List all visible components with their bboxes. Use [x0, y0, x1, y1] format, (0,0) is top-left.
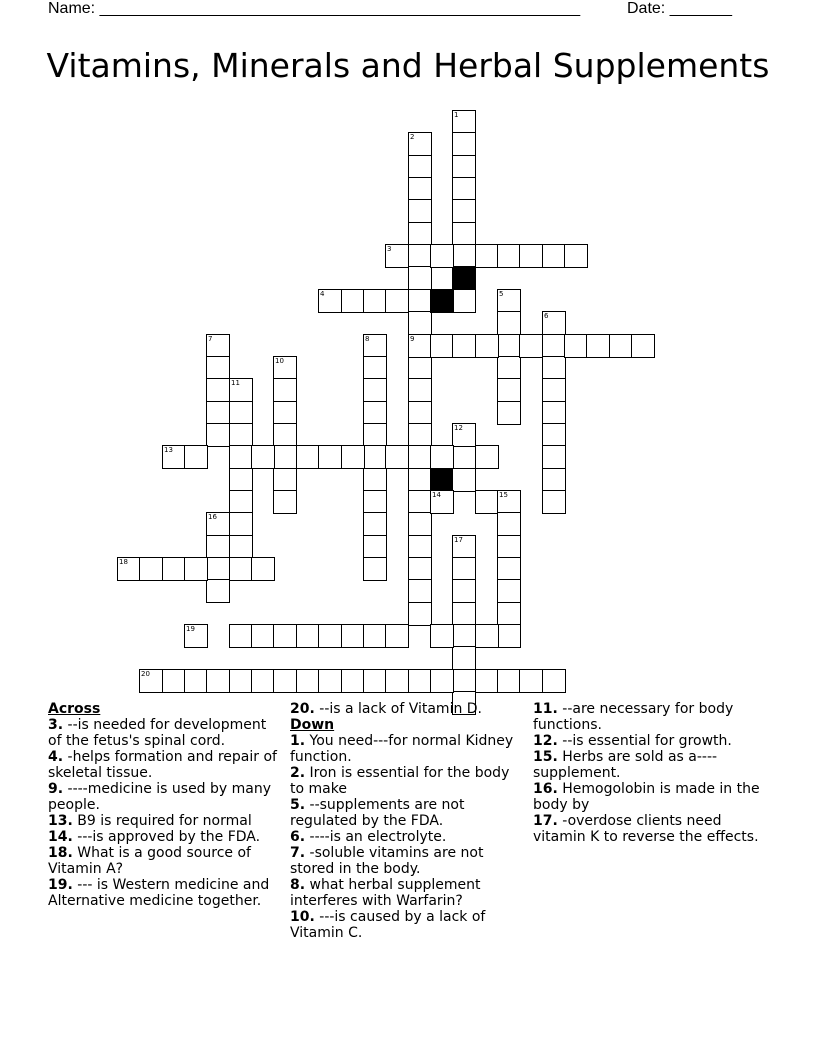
clue-number: 20 [141, 670, 150, 678]
grid-cell[interactable] [363, 557, 387, 581]
grid-cell[interactable] [139, 669, 163, 693]
clue-item [533, 701, 773, 733]
grid-cell[interactable] [408, 199, 432, 223]
grid-cell[interactable] [273, 401, 297, 425]
grid-cell[interactable] [542, 401, 566, 425]
clue-number: 7 [208, 335, 213, 343]
grid-cell[interactable] [497, 557, 521, 581]
clue-item [533, 813, 773, 845]
grid-cell[interactable] [408, 132, 432, 156]
grid-cell[interactable] [184, 557, 208, 581]
name-field-label: Name: ______________________________________________________ [48, 0, 581, 17]
down-clue-list [290, 733, 522, 941]
grid-cell[interactable] [341, 289, 365, 313]
clue-number: 14 [432, 491, 441, 499]
clue-text: ---is approved by the FDA. [72, 829, 261, 845]
grid-cell[interactable] [519, 244, 543, 268]
grid-cell[interactable] [385, 624, 409, 648]
clue-text: ----medicine is used by many people. [48, 781, 272, 813]
grid-cell[interactable] [408, 155, 432, 179]
clue-item [48, 781, 280, 813]
grid-cell[interactable] [341, 669, 365, 693]
black-cell [430, 468, 454, 492]
grid-cell[interactable] [206, 669, 230, 693]
clue-text: -helps formation and repair of skeletal tissue. [48, 749, 277, 781]
clue-text: -overdose clients need vitamin K to reverse the effects. [533, 813, 759, 845]
grid-cell[interactable] [206, 356, 230, 380]
clue-number: 3 [387, 245, 392, 253]
grid-cell[interactable] [452, 646, 476, 670]
grid-cell[interactable] [273, 468, 297, 492]
grid-cell[interactable] [542, 356, 566, 380]
clue-number: 15. [533, 749, 558, 765]
grid-cell[interactable] [363, 401, 387, 425]
clue-text: --is essential for growth. [557, 733, 732, 749]
grid-cell[interactable] [408, 244, 432, 268]
grid-cell[interactable] [519, 334, 543, 358]
grid-cell[interactable] [452, 132, 476, 156]
grid-cell[interactable] [229, 535, 253, 559]
grid-cell[interactable] [162, 669, 186, 693]
clue-item [290, 845, 522, 877]
grid-cell[interactable] [430, 244, 454, 268]
down-clue-list-continued [533, 701, 773, 845]
grid-cell[interactable] [229, 669, 253, 693]
clue-text: What is a good source of Vitamin A? [48, 845, 251, 877]
clue-number: 11 [231, 379, 240, 387]
date-field-label: Date: _______ [627, 0, 732, 17]
grid-cell[interactable] [273, 624, 297, 648]
grid-cell[interactable] [430, 669, 454, 693]
clue-text: Herbs are sold as a----supplement. [533, 749, 718, 781]
black-cell [430, 289, 454, 313]
grid-cell[interactable] [497, 289, 521, 313]
clue-column-3 [533, 701, 773, 845]
clue-number: 18 [119, 558, 128, 566]
grid-cell[interactable] [452, 289, 476, 313]
grid-cell[interactable] [452, 669, 476, 693]
clue-number: 4. [48, 749, 64, 765]
clue-text: --- is Western medicine and Alternative medicine together. [48, 877, 270, 909]
clue-number: 20. [290, 701, 315, 717]
clue-item [48, 845, 280, 877]
grid-cell[interactable] [184, 669, 208, 693]
clue-text: B9 is required for normal [72, 813, 252, 829]
page-title: Vitamins, Minerals and Herbal Supplements [46, 46, 770, 85]
clue-number: 18. [48, 845, 73, 861]
clue-number: 13. [48, 813, 73, 829]
grid-cell[interactable] [184, 624, 208, 648]
clue-number: 10 [275, 357, 284, 365]
grid-cell[interactable] [162, 445, 186, 469]
grid-cell[interactable] [363, 445, 387, 469]
grid-cell[interactable] [452, 602, 476, 626]
clue-item [290, 733, 522, 765]
clue-item [533, 749, 773, 781]
grid-cell[interactable] [251, 669, 275, 693]
grid-cell[interactable] [408, 512, 432, 536]
grid-cell[interactable] [229, 401, 253, 425]
clue-number: 1. [290, 733, 306, 749]
grid-cell[interactable] [408, 602, 432, 626]
clue-column-2 [290, 701, 522, 941]
grid-cell[interactable] [363, 356, 387, 380]
grid-cell[interactable] [452, 423, 476, 447]
clue-number: 14. [48, 829, 73, 845]
grid-cell[interactable] [542, 311, 566, 335]
grid-cell[interactable] [385, 289, 409, 313]
grid-cell[interactable] [206, 512, 230, 536]
grid-cell[interactable] [542, 423, 566, 447]
grid-cell[interactable] [408, 289, 432, 313]
grid-cell[interactable] [497, 356, 521, 380]
grid-cell[interactable] [408, 579, 432, 603]
grid-cell[interactable] [251, 624, 275, 648]
clue-number: 16. [533, 781, 558, 797]
grid-cell[interactable] [139, 557, 163, 581]
clue-number: 9. [48, 781, 64, 797]
clue-text: You need---for normal Kidney function. [290, 733, 514, 765]
grid-cell[interactable] [318, 289, 342, 313]
grid-cell[interactable] [385, 445, 409, 469]
clue-item [290, 877, 522, 909]
clue-number: 8. [290, 877, 306, 893]
grid-cell[interactable] [363, 378, 387, 402]
black-cell [452, 266, 476, 290]
clue-item [290, 797, 522, 829]
grid-cell[interactable] [497, 334, 521, 358]
grid-cell[interactable] [408, 334, 432, 358]
across-clue-list-continued [290, 701, 522, 717]
grid-cell[interactable] [452, 535, 476, 559]
clue-number: 5. [290, 797, 306, 813]
down-header: Down [290, 717, 335, 733]
clue-item [290, 909, 522, 941]
grid-cell[interactable] [296, 669, 320, 693]
clue-number: 17. [533, 813, 558, 829]
clue-text: -soluble vitamins are not stored in the body. [290, 845, 484, 877]
grid-cell[interactable] [318, 624, 342, 648]
grid-cell[interactable] [363, 468, 387, 492]
grid-cell[interactable] [542, 468, 566, 492]
clue-number: 17 [454, 536, 463, 544]
grid-cell[interactable] [229, 378, 253, 402]
grid-cell[interactable] [385, 244, 409, 268]
grid-cell[interactable] [363, 624, 387, 648]
clue-number: 2. [290, 765, 306, 781]
grid-cell[interactable] [452, 624, 476, 648]
grid-cell[interactable] [408, 177, 432, 201]
grid-cell[interactable] [229, 445, 253, 469]
grid-cell[interactable] [363, 423, 387, 447]
grid-cell[interactable] [497, 244, 521, 268]
clue-text: --is needed for development of the fetus's spinal cord. [48, 717, 267, 749]
grid-cell[interactable] [117, 557, 141, 581]
grid-cell[interactable] [542, 669, 566, 693]
clue-column-1 [48, 701, 280, 909]
clue-item [290, 765, 522, 797]
grid-cell[interactable] [408, 669, 432, 693]
grid-cell[interactable] [430, 334, 454, 358]
grid-cell[interactable] [452, 334, 476, 358]
clue-number: 8 [365, 335, 370, 343]
clue-item [48, 717, 280, 749]
grid-cell[interactable] [363, 334, 387, 358]
grid-cell[interactable] [475, 334, 499, 358]
grid-cell[interactable] [318, 445, 342, 469]
grid-cell[interactable] [475, 490, 499, 514]
grid-cell[interactable] [408, 445, 432, 469]
grid-cell[interactable] [251, 557, 275, 581]
grid-cell[interactable] [497, 512, 521, 536]
grid-cell[interactable] [206, 579, 230, 603]
grid-cell[interactable] [497, 579, 521, 603]
grid-cell[interactable] [631, 334, 655, 358]
grid-cell[interactable] [363, 289, 387, 313]
clue-text: --supplements are not regulated by the FDA. [290, 797, 465, 829]
grid-cell[interactable] [475, 669, 499, 693]
grid-cell[interactable] [408, 222, 432, 246]
grid-cell[interactable] [408, 311, 432, 335]
grid-cell[interactable] [452, 557, 476, 581]
grid-cell[interactable] [542, 244, 566, 268]
clue-text: --is a lack of Vitamin D. [314, 701, 483, 717]
grid-cell[interactable] [206, 535, 230, 559]
grid-cell[interactable] [408, 266, 432, 290]
grid-cell[interactable] [206, 423, 230, 447]
clue-number: 12 [454, 424, 463, 432]
grid-cell[interactable] [229, 624, 253, 648]
clue-item [48, 877, 280, 909]
grid-cell[interactable] [363, 535, 387, 559]
grid-cell[interactable] [542, 445, 566, 469]
grid-cell[interactable] [341, 624, 365, 648]
clue-number: 13 [164, 446, 173, 454]
clue-number: 11. [533, 701, 558, 717]
grid-cell[interactable] [408, 423, 432, 447]
grid-cell[interactable] [408, 490, 432, 514]
clue-item [48, 813, 280, 829]
grid-cell[interactable] [452, 468, 476, 492]
clue-number: 9 [410, 335, 415, 343]
clue-number: 12. [533, 733, 558, 749]
clue-number: 4 [320, 290, 325, 298]
grid-cell[interactable] [229, 512, 253, 536]
grid-cell[interactable] [273, 356, 297, 380]
grid-cell[interactable] [497, 669, 521, 693]
grid-cell[interactable] [273, 378, 297, 402]
clue-text: ----is an electrolyte. [305, 829, 447, 845]
clue-text: ---is caused by a lack of Vitamin C. [290, 909, 486, 941]
clue-text: Iron is essential for the body to make [290, 765, 510, 797]
grid-cell[interactable] [497, 378, 521, 402]
grid-cell[interactable] [542, 378, 566, 402]
clue-text: Hemogolobin is made in the body by [533, 781, 760, 813]
grid-cell[interactable] [452, 110, 476, 134]
grid-cell[interactable] [363, 490, 387, 514]
clue-item [290, 829, 522, 845]
grid-cell[interactable] [296, 624, 320, 648]
grid-cell[interactable] [229, 490, 253, 514]
grid-cell[interactable] [452, 222, 476, 246]
grid-cell[interactable] [206, 334, 230, 358]
grid-cell[interactable] [318, 669, 342, 693]
grid-cell[interactable] [385, 669, 409, 693]
grid-cell[interactable] [341, 445, 365, 469]
clue-number: 6 [544, 312, 549, 320]
grid-cell[interactable] [363, 669, 387, 693]
grid-cell[interactable] [497, 311, 521, 335]
grid-cell[interactable] [452, 244, 476, 268]
grid-cell[interactable] [497, 535, 521, 559]
grid-cell[interactable] [206, 557, 230, 581]
clue-item [48, 749, 280, 781]
grid-cell[interactable] [273, 423, 297, 447]
grid-cell[interactable] [363, 512, 387, 536]
grid-cell[interactable] [408, 401, 432, 425]
grid-cell[interactable] [497, 602, 521, 626]
grid-cell[interactable] [273, 490, 297, 514]
grid-cell[interactable] [408, 557, 432, 581]
grid-cell[interactable] [564, 334, 588, 358]
grid-cell[interactable] [229, 557, 253, 581]
grid-cell[interactable] [229, 423, 253, 447]
grid-cell[interactable] [542, 490, 566, 514]
grid-cell[interactable] [542, 334, 566, 358]
grid-cell[interactable] [564, 244, 588, 268]
clue-number: 19 [186, 625, 195, 633]
clue-number: 15 [499, 491, 508, 499]
grid-cell[interactable] [452, 579, 476, 603]
grid-cell[interactable] [206, 378, 230, 402]
clue-item [533, 733, 773, 749]
grid-cell[interactable] [430, 624, 454, 648]
grid-cell[interactable] [408, 535, 432, 559]
clue-number: 3. [48, 717, 64, 733]
grid-cell[interactable] [296, 445, 320, 469]
grid-cell[interactable] [408, 468, 432, 492]
grid-cell[interactable] [452, 155, 476, 179]
grid-cell[interactable] [497, 401, 521, 425]
clue-number: 10. [290, 909, 315, 925]
grid-cell[interactable] [206, 401, 230, 425]
clue-number: 1 [454, 111, 459, 119]
grid-cell[interactable] [475, 445, 499, 469]
clue-number: 19. [48, 877, 73, 893]
grid-cell[interactable] [162, 557, 186, 581]
clue-number: 7. [290, 845, 306, 861]
clue-number: 5 [499, 290, 504, 298]
grid-cell[interactable] [251, 445, 275, 469]
clue-item [533, 781, 773, 813]
grid-cell[interactable] [586, 334, 610, 358]
grid-cell[interactable] [497, 624, 521, 648]
clue-number: 6. [290, 829, 306, 845]
grid-cell[interactable] [273, 445, 297, 469]
clue-number: 16 [208, 513, 217, 521]
grid-cell[interactable] [184, 445, 208, 469]
grid-cell[interactable] [430, 490, 454, 514]
clue-item [48, 829, 280, 845]
across-header: Across [48, 701, 101, 717]
grid-cell[interactable] [475, 624, 499, 648]
grid-cell[interactable] [273, 669, 297, 693]
grid-cell[interactable] [519, 669, 543, 693]
clue-text: what herbal supplement interferes with Warfarin? [290, 877, 481, 909]
clue-text: --are necessary for body functions. [533, 701, 734, 733]
clue-number: 2 [410, 133, 415, 141]
grid-cell[interactable] [497, 490, 521, 514]
grid-cell[interactable] [452, 177, 476, 201]
grid-cell[interactable] [229, 468, 253, 492]
grid-cell[interactable] [452, 199, 476, 223]
grid-cell[interactable] [609, 334, 633, 358]
clue-item [290, 701, 522, 717]
grid-cell[interactable] [408, 356, 432, 380]
grid-cell[interactable] [430, 445, 454, 469]
grid-cell[interactable] [408, 378, 432, 402]
grid-cell[interactable] [475, 244, 499, 268]
across-clue-list [48, 717, 280, 909]
